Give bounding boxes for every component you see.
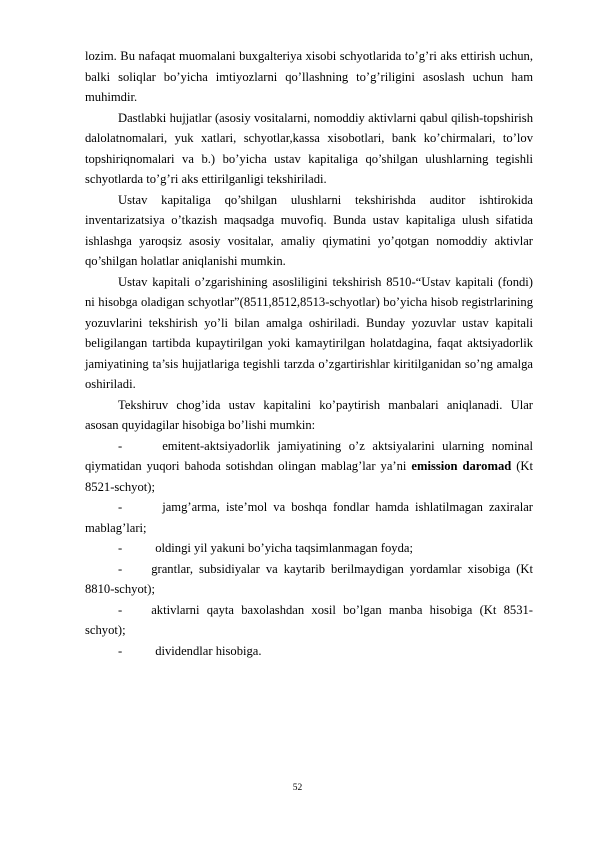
list-dash: - (118, 500, 123, 514)
list-dash: - (118, 643, 123, 658)
list-item-text-after: (Kt 8521-schyot); (85, 459, 533, 494)
list-dash: - (118, 438, 123, 453)
list-item-text: jamg’arma, iste’mol va boshqa fondlar hamda ishlatilmagan zaxiralar mablag’lari; (85, 500, 533, 535)
paragraph-primary-documents: Dastlabki hujjatlar (asosiy vositalarni, nomoddiy aktivlarni qabul qilish-topshirish dalolatnomalari, yuk xatlari, schyotlar,kassa xisobotlari, bank ko’chirmalari, to’lov topshiriqnomalari va b.) bo’yicha ustav kapitaliga qo’shilgan ulushlarning tegishli schyotlarda to’g’ri aks ettirilganligi tekshiriladi. (85, 110, 533, 186)
paragraph-capital-change: Ustav kapitali o’zgarishining asosliligini tekshirish 8510-“Ustav kapitali (fondi) ni hisobga oladigan schyotlar”(8511,8512,8513-schyotlar) bo’yicha hisob registrlarining yozuvlarini tekshirish yo’li bilan amalga oshiriladi. Bunday yozuvlar ustav kapitali beligilangan tartibda kupaytirilgan yoki kamaytirilgan holatdagina, faqat aktsiyadorlik jamiyatining ta’sis hujjatlariga tegishli tarzda o’zgartirishlar kiritilganidan so’ng amalga oshiriladi. (85, 274, 533, 391)
list-item (85, 559, 533, 600)
list-dash: - (118, 541, 123, 555)
list-item-text: oldingi yil yakuni bo’yicha taqsimlanmagan foyda; (155, 541, 413, 555)
list-item-text: dividendlar hisobiga. (155, 643, 262, 658)
paragraph-inventory: Ustav kapitaliga qo’shilgan ulushlarni tekshirishda auditor ishtirokida inventarizatsiya o’tkazish maqsadga muvofiq. Bunda ustav kapitaliga ulush sifatida ishlashga yaroqsiz asosiy vositalar, amaliy qiymatini yo’qotgan nomoddiy aktivlar qo’shilgan holatlar aniqlanishi mumkin. (85, 192, 533, 268)
list-item-text: emitent-aktsiyadorlik jamiyatining o’z aktsiyalarini ularning nominal qiymatidan yuqori bahoda sotishdan olingan mablag’lar ya’ni (85, 438, 533, 473)
page-number: 52 (292, 783, 303, 793)
list-item-text: aktivlarni qayta baxolashdan xosil bo’lgan manba hisobiga (Kt 8531-schyot); (85, 602, 533, 637)
list-dash: - (118, 602, 123, 617)
list-item-text: grantlar, subsidiyalar va kaytarib berilmaydigan yordamlar xisobiga (Kt 8810-schyot); (85, 561, 533, 596)
list-item (85, 538, 533, 559)
list-item (85, 436, 533, 498)
list-dash: - (118, 561, 123, 576)
body-text (85, 46, 533, 661)
paragraph-sources: Tekshiruv chog’ida ustav kapitalini ko’paytirish manbalari aniqlanadi. Ular asosan quyidagilar hisobiga bo’lishi mumkin: (85, 397, 533, 432)
paragraph-continuation: lozim. Bu nafaqat muomalani buxgalteriya xisobi schyotlarida to’g’ri aks ettirish uchun, balki soliqlar bo’yicha imtiyozlarni qo’llashning to’g’riligini asoslash uchun ham muhimdir. (85, 49, 533, 104)
list-item-bold-term: emission daromad (411, 459, 512, 473)
list-item (85, 641, 533, 662)
list-item (85, 497, 533, 538)
list-item (85, 600, 533, 641)
